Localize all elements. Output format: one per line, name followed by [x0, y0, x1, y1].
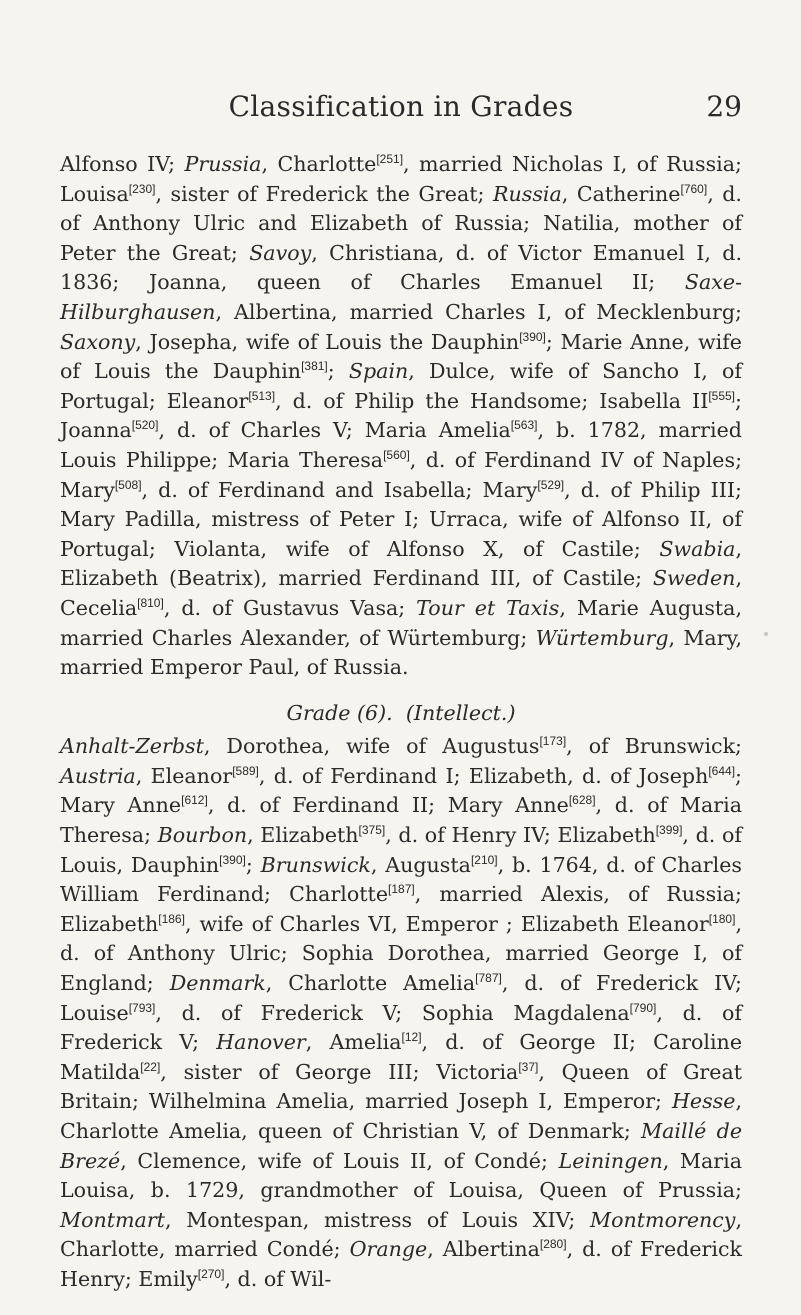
section-heading: [60, 699, 742, 729]
running-head: [60, 90, 742, 134]
page-number: 29: [706, 90, 742, 123]
page-title: Classification in Grades: [228, 90, 574, 123]
grade-category: (Intellect.): [405, 700, 516, 725]
paragraph: Anhalt-Zerbst, Dorothea, wife of Augustus[173], of Brunswick; Austria, Eleanor[589], d. of Ferdinand I; Elizabeth, d. of Joseph[644]; Mary Anne[612], d. of Ferdinand II; Mary Anne[628], d. of Maria Theresa; Bourbon, Elizabeth[375], d. of Henry IV; Elizabeth[399], d. of Louis, Dauphin[390]; Brunswick, Augusta[210], b. 1764, d. of Charles William Ferdinand; Charlotte[187], married Alexis, of Russia; Elizabeth[186], wife of Charles VI, Emperor ; Elizabeth Eleanor[180], d. of Anthony Ulric; Sophia Dorothea, married George I, of England; Denmark, Charlotte Amelia[787], d. of Frederick IV; Louise[793], d. of Frederick V; Sophia Magdalena[790], d. of Frederick V; Hanover, Amelia[12], d. of George II; Caroline Matilda[22], sister of George III; Victoria[37], Queen of Great Britain; Wilhelmina Amelia, married Joseph I, Emperor; Hesse, Charlotte Amelia, queen of Christian V, of Denmark; Maillé de Brezé, Clemence, wife of Louis II, of Condé; Leiningen, Maria Louisa, b. 1729, grandmother of Louisa, Queen of Prussia; Montmart, Montespan, mistress of Louis XIV; Montmorency, Charlotte, married Condé; Orange, Albertina[280], d. of Frederick Henry; Emily[270], d. of Wil-: [60, 734, 743, 1291]
grade-label: Grade (6).: [286, 700, 393, 725]
body-text: [60, 150, 742, 1295]
paragraph-continued: Alfonso IV; Prussia, Charlotte[251], married Nicholas I, of Russia; Louisa[230], sister of Frederick the Great; Russia, Catherine[760], d. of Anthony Ulric and Elizabeth of Russia; Natilia, mother of Peter the Great; Savoy, Christiana, d. of Victor Emanuel I, d. 1836; Joanna, queen of Charles Emanuel II; Saxe-Hilburghausen, Albertina, married Charles I, of Mecklenburg; Saxony, Josepha, wife of Louis the Dauphin[390]; Marie Anne, wife of Louis the Dauphin[381]; Spain, Dulce, wife of Sancho I, of Portugal; Eleanor[513], d. of Philip the Handsome; Isabella II[555]; Joanna[520], d. of Charles V; Maria Amelia[563], b. 1782, married Louis Philippe; Maria Theresa[560], d. of Ferdinand IV of Naples; Mary[508], d. of Ferdinand and Isabella; Mary[529], d. of Philip III; Mary Padilla, mistress of Peter I; Urraca, wife of Alfonso II, of Portugal; Violanta, wife of Alfonso X, of Castile; Swabia, Elizabeth (Beatrix), married Ferdinand III, of Castile; Sweden, Cecelia[810], d. of Gustavus Vasa; Tour et Taxis, Marie Augusta, married Charles Alexander, of Würtemburg; Würtemburg, Mary, married Emperor Paul, of Russia.: [60, 152, 743, 680]
margin-speck: [764, 632, 768, 636]
